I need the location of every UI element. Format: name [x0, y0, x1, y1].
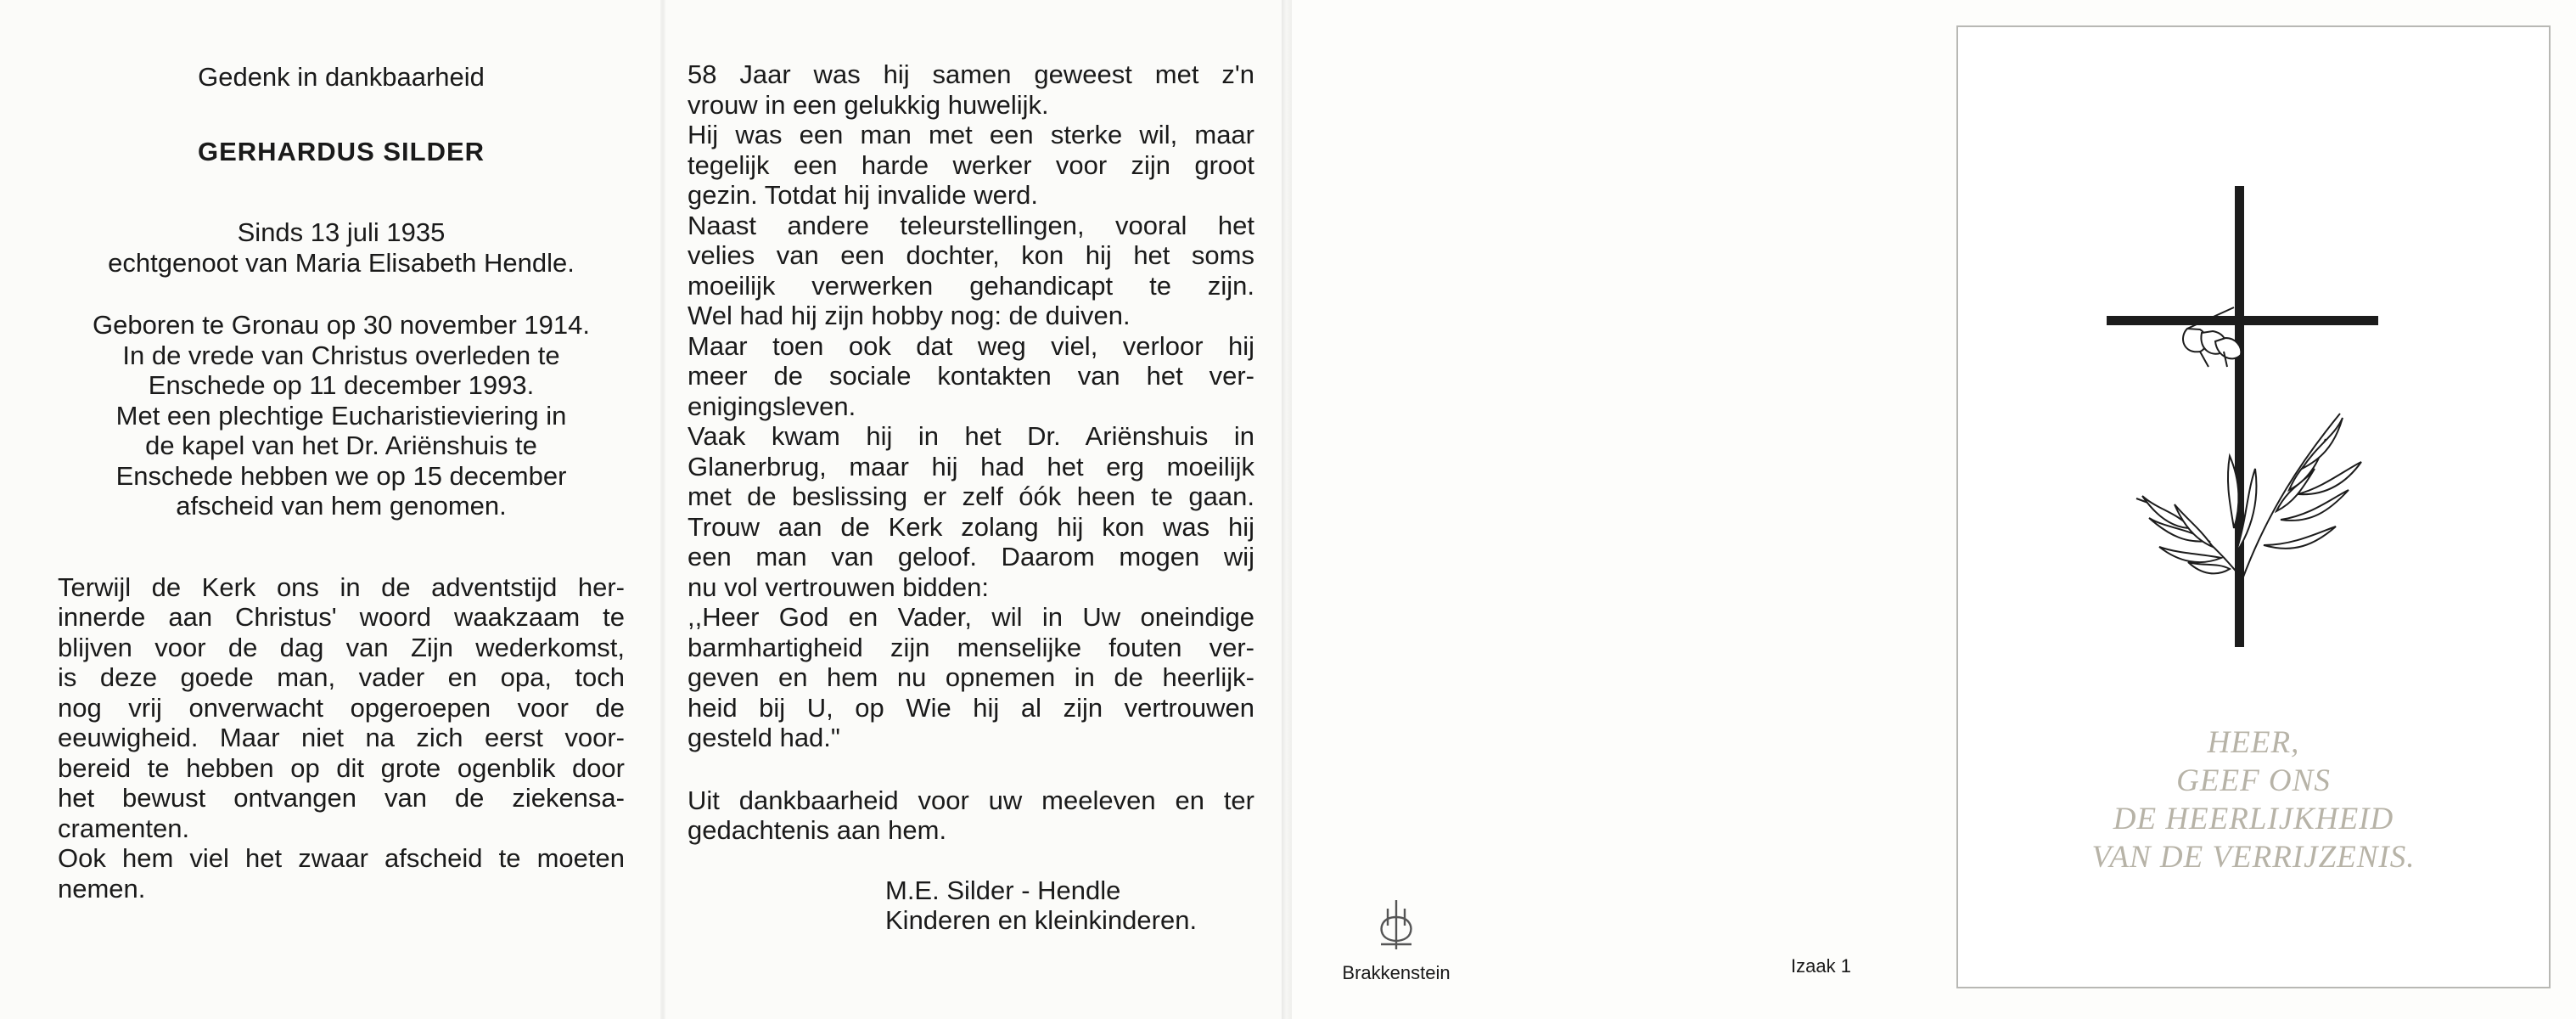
text-line: Geboren te Gronau op 30 november 1914. [93, 310, 590, 340]
text-line: is deze goede man, vader en opa, toch [58, 662, 625, 692]
signature-block [885, 875, 1254, 936]
text-line: Met een plechtige Eucharistieviering in [115, 400, 567, 431]
prayer-line: GEEF ONS [2176, 763, 2331, 798]
text-line: M.E. Silder - Hendle [885, 875, 1121, 905]
life-dates-block [58, 310, 625, 521]
inside-left-column [58, 62, 625, 904]
publisher-mark [1337, 898, 1456, 984]
text-line: afscheid van hem genomen. [176, 491, 507, 521]
text-line: Maar toen ook dat weg viel, verloor hij [687, 330, 1254, 361]
text-line: met de beslissing er zelf óók heen te gaan. [687, 481, 1254, 511]
text-line: Ook hem viel het zwaar afscheid te moeten [58, 843, 625, 873]
text-line: Kinderen en kleinkinderen. [885, 905, 1198, 935]
text-line: Enschede op 11 december 1993. [148, 370, 535, 400]
text-line: de kapel van het Dr. Ariënshuis te [145, 431, 537, 460]
text-line: Enschede hebben we op 15 december [115, 460, 567, 491]
advent-paragraph [58, 572, 625, 904]
text-line: Terwijl de Kerk ons in de adventstijd her- [58, 571, 625, 602]
text-line: Sinds 13 juli 1935 [237, 217, 446, 247]
text-line: eeuwigheid. Maar niet na zich eerst voor- [58, 723, 625, 752]
prayer-line: VAN DE VERRIJZENIS. [2091, 840, 2416, 875]
text-line: Trouw aan de Kerk zolang hij kon was hij [687, 511, 1254, 542]
text-line: Uit dankbaarheid voor uw meeleven en ter [687, 785, 1254, 815]
text-line: Hij was een man met een sterke wil, maar [687, 120, 1254, 149]
text-line: gesteld had." [687, 723, 840, 752]
text-line: moeilijk verwerken gehandicapt te zijn. [687, 270, 1254, 301]
text-line: vrouw in een gelukkig huwelijk. [687, 89, 1049, 120]
memorial-heading: Gedenk in dankbaarheid [198, 62, 485, 92]
text-line: gedachtenis aan hem. [687, 815, 947, 845]
text-line: meer de sociale kontakten van het ver- [687, 361, 1254, 391]
front-prayer [1958, 723, 2549, 876]
inside-fold-crease [660, 0, 665, 1019]
text-line: enigingsleven. [687, 391, 856, 421]
front-cover [1956, 25, 2551, 988]
publisher-name: Brakkenstein [1342, 962, 1451, 983]
brakkenstein-logo-icon [1371, 898, 1422, 951]
text-line: barmhartigheid zijn menselijke fouten ver- [687, 632, 1254, 662]
marriage-block [58, 217, 625, 278]
prayer-line: DE HEERLIJKHEID [2113, 802, 2394, 836]
text-line: cramenten. [58, 813, 190, 843]
text-line: een man van geloof. Daarom mogen wij [687, 542, 1254, 571]
text-line: Glanerbrug, maar hij had het erg moeilijk [687, 451, 1254, 481]
text-line: tegelijk een harde werker voor zijn groot [687, 149, 1254, 180]
text-line: nog vrij onverwacht opgeroepen voor de [58, 692, 625, 723]
text-line: blijven voor de dag van Zijn wederkomst, [58, 632, 625, 662]
life-story-paragraph [687, 59, 1254, 753]
thanks-paragraph [687, 785, 1254, 846]
text-line: echtgenoot van Maria Elisabeth Hendle. [108, 247, 575, 278]
text-line: ,,Heer God en Vader, wil in Uw oneindige [687, 602, 1254, 632]
text-line: geven en hem nu opnemen in de heerlijk- [687, 662, 1254, 692]
text-line: heid bij U, op Wie hij al zijn vertrouwen [687, 692, 1254, 723]
text-line: Vaak kwam hij in het Dr. Ariënshuis in [687, 421, 1254, 451]
deceased-name: GERHARDUS SILDER [197, 136, 485, 166]
text-line: nu vol vertrouwen bidden: [687, 571, 990, 602]
inside-right-column [687, 59, 1254, 936]
text-line: bereid te hebben op dit grote ogenblik door [58, 752, 625, 783]
text-line: het bewust ontvangen van de ziekensa- [58, 783, 625, 813]
text-line: Naast andere teleurstellingen, vooral het [687, 210, 1254, 240]
text-line: Wel had hij zijn hobby nog: de duiven. [687, 301, 1131, 330]
card-serial: Izaak 1 [1791, 955, 1851, 977]
text-line: velies van een dochter, kon hij het soms [687, 240, 1254, 270]
text-line: In de vrede van Christus overleden te [122, 340, 560, 370]
prayer-line: HEER, [2207, 725, 2300, 760]
text-line: 58 Jaar was hij samen geweest met z'n [687, 59, 1254, 89]
text-line: innerde aan Christus' woord waakzaam te [58, 602, 625, 632]
text-line: gezin. Totdat hij invalide werd. [687, 180, 1039, 210]
text-line: nemen. [58, 873, 146, 904]
cross-with-lilies-icon [2107, 155, 2395, 647]
